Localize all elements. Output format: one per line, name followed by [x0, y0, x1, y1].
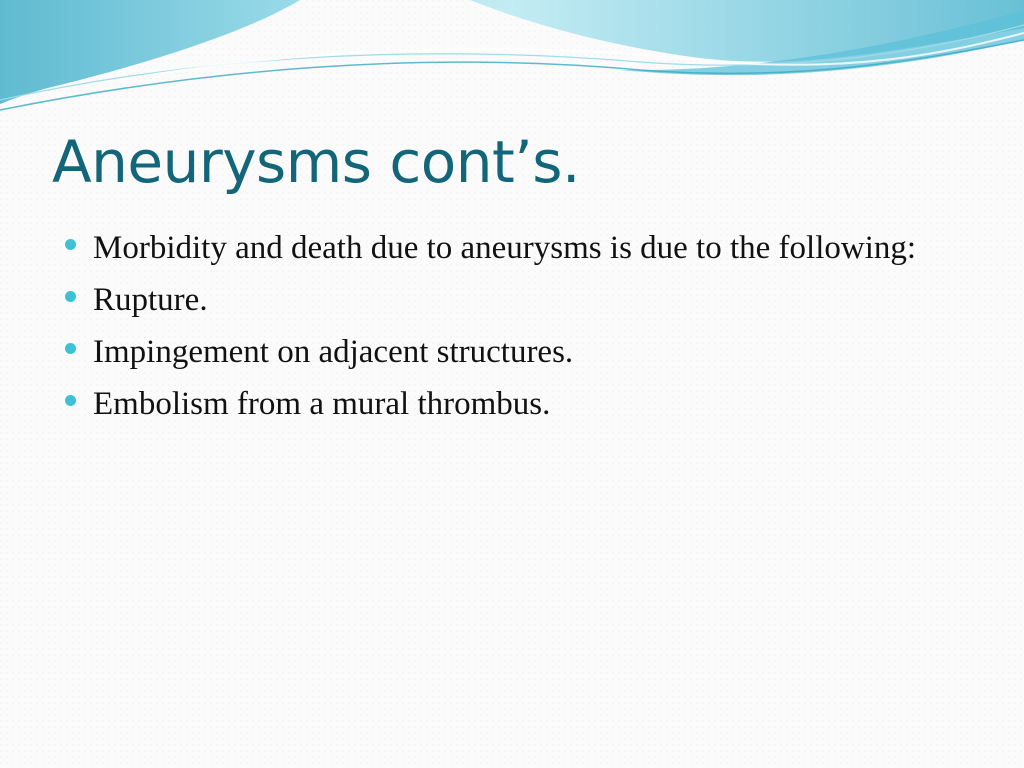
bullet-text: Morbidity and death due to aneurysms is due to the following: [93, 230, 917, 266]
bullet-dot-icon [65, 239, 76, 250]
bullet-item [62, 278, 942, 322]
header-wave-decoration [0, 0, 1024, 130]
bullet-item [62, 382, 942, 426]
bullet-text: Rupture. [93, 282, 208, 318]
bullet-text: Embolism from a mural thrombus. [93, 386, 551, 422]
bullet-item [62, 226, 942, 270]
bullet-dot-icon [65, 343, 76, 354]
slide-title: Aneurysms cont’s. [52, 128, 580, 196]
bullet-item [62, 330, 942, 374]
bullet-text: Impingement on adjacent structures. [93, 334, 574, 370]
bullet-list [62, 226, 942, 434]
bullet-dot-icon [65, 291, 76, 302]
bullet-dot-icon [65, 395, 76, 406]
